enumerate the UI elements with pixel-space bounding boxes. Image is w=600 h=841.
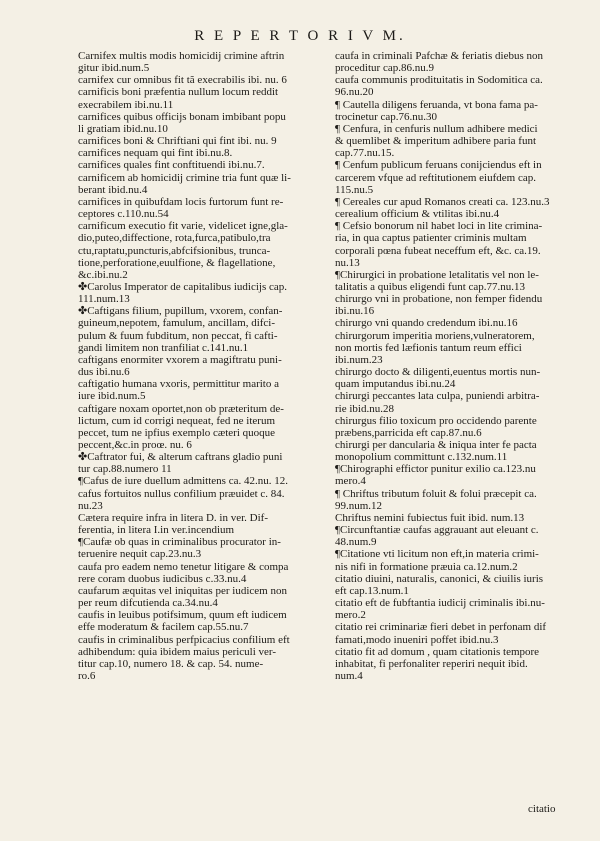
index-line: præbens,parricida eft cap.87.nu.6: [335, 426, 482, 439]
index-line: famati,modo inueniri poffet ibid.nu.3: [335, 633, 499, 646]
index-line: caufis in criminalibus perfpicacius confilium eft: [78, 633, 290, 646]
index-line: effe moderatum & facilem cap.55.nu.7: [78, 621, 249, 634]
left-column: [78, 50, 348, 682]
catchword: citatio: [528, 803, 556, 815]
index-line: chirurgo vni quando credendum ibi.nu.16: [335, 317, 518, 330]
index-line: execrabilem ibi.nu.11: [78, 98, 174, 111]
index-line: dio,puteo,diffectione, rota,furca,patibulo,tra: [78, 232, 271, 245]
index-line: caftigatio humana vxoris, permittitur marito a: [78, 378, 279, 391]
index-line: ¶ Cefsio bonorum nil habet loci in lite crimina-: [335, 220, 543, 233]
index-line: quam imputandus ibi.nu.24: [335, 378, 456, 391]
index-line: 96.nu.20: [335, 86, 374, 99]
index-line: pulum & fuum fubditum, non peccat, fi cafti-: [78, 329, 278, 342]
index-line: corporali pœna fubeat neceffum eft, &c. ca.19.: [335, 244, 541, 257]
index-line: gandi limitem non tranfiliat c.141.nu.1: [78, 341, 249, 354]
index-line: caufa communis prodituitatis in Sodomitica ca.: [335, 74, 543, 87]
index-line: 48.num.9: [335, 536, 377, 549]
index-line: Cætera require infra in litera D. in ver. Dif-: [78, 511, 268, 524]
index-line: lictum, cum id corrigi nequeat, fed ne iterum: [78, 414, 276, 427]
index-line: ibi.nu.16: [335, 305, 375, 318]
index-line: gitur ibid.num.5: [78, 62, 150, 75]
index-line: & quemlibet & imperitum adhibere paria funt: [335, 135, 536, 148]
index-line: titur cap.10, numero 18. & cap. 54. nume-: [78, 657, 264, 670]
index-line: ¶ Cautella diligens feruanda, vt bona fama pa-: [335, 98, 538, 111]
index-line: nis nifi in formatione præuia ca.12.num.2: [335, 560, 518, 573]
index-line: ria, in qua captus patienter criminis multam: [335, 232, 527, 245]
index-line: ¶Chirurgici in probatione letalitatis vel non le-: [335, 268, 539, 281]
index-line: proceditur cap.86.nu.9: [335, 62, 434, 75]
index-line: ✤Caftigans filium, pupillum, vxorem, confan-: [78, 305, 283, 318]
index-line: citatio rei criminariæ fieri debet in perfonam dif: [335, 621, 547, 634]
index-line: inhabitat, fi perfonaliter reperiri nequit ibid.: [335, 657, 528, 670]
index-line: nu.13: [335, 256, 360, 269]
index-line: carnifex cur omnibus fit tã execrabilis ibi. nu. 6: [78, 74, 287, 87]
index-line: ✤Carolus Imperator de capitalibus iudicijs cap.: [78, 280, 287, 293]
index-line: talitatis a quibus eligendi funt cap.77.nu.13: [335, 280, 526, 293]
index-line: trocinetur cap.76.nu.30: [335, 110, 438, 123]
index-line: carnifices quibus officijs bonam imbibant popu: [78, 110, 286, 123]
index-line: ¶Citatione vti licitum non eft,in materia crimi-: [335, 548, 539, 561]
index-line: caftigans enormiter vxorem a magiftratu puni-: [78, 353, 282, 366]
index-line: adhibendum: quia ibidem maius periculi ver-: [78, 645, 277, 658]
index-line: dus ibi.nu.6: [78, 366, 130, 379]
index-line: ¶Chirographi effictor punitur exilio ca.123.nu: [335, 463, 536, 476]
index-line: citatio eft de fubftantia iudicij criminalis ibi.nu-: [335, 597, 545, 610]
index-line: citatio diuini, naturalis, canonici, & ciuilis iuris: [335, 572, 544, 585]
index-line: carnificis boni præfentia nullum locum reddit: [78, 86, 279, 99]
index-line: peccet, tum ne ipfius exemplo cæteri quoque: [78, 426, 276, 439]
index-line: caufa in criminali Pafchæ & feriatis diebus non: [335, 50, 544, 62]
index-line: tione,perforatione,euulfione, & flagellatione,: [78, 256, 276, 269]
index-line: tur cap.88.numero 11: [78, 463, 172, 476]
index-line: chirurgi per dancularia & iniqua inter fe pacta: [335, 439, 537, 451]
index-line: num.4: [335, 669, 363, 682]
index-line: &c.ibi.nu.2: [78, 268, 128, 281]
index-line: ctu,raptatu,puncturis,abfcifsionibus, trunca-: [78, 244, 271, 257]
index-line: ¶Cafus de iure duellum admittens ca. 42.nu. 12.: [78, 475, 288, 488]
index-line: nu.23: [78, 499, 103, 512]
index-line: guineum,nepotem, famulum, ancillam, difci-: [78, 317, 276, 330]
index-line: Chriftus nemini fubiectus fuit ibid. num.13: [335, 511, 525, 524]
index-line: rie ibid.nu.28: [335, 402, 394, 415]
index-line: ceptores c.110.nu.54: [78, 208, 169, 221]
index-line: 99.num.12: [335, 499, 383, 512]
index-line: caftigare noxam oportet,non ob præteritum de-: [78, 402, 284, 415]
index-line: teruenire nequit cap.23.nu.3: [78, 548, 202, 561]
index-line: caufa pro eadem nemo tenetur litigare & compa: [78, 560, 289, 573]
index-line: carnifices in quibufdam locis furtorum funt re-: [78, 195, 284, 208]
index-line: carnifices nequam qui fint ibi.nu.8.: [78, 147, 233, 160]
index-line: ro.6: [78, 669, 96, 682]
index-line: berant ibid.nu.4: [78, 183, 148, 196]
index-line: cap.77.nu.15.: [335, 147, 395, 160]
index-line: carnificem ab homicidij crimine tria funt quæ li-: [78, 171, 291, 184]
index-line: ¶ Cenfura, in cenfuris nullum adhibere medici: [335, 122, 538, 135]
index-line: caufis in leuibus potifsimum, quum eft iudicem: [78, 609, 287, 622]
index-line: mero.2: [335, 609, 366, 622]
index-line: rere coram duobus iudicibus c.33.nu.4: [78, 572, 247, 585]
index-line: chirurgorum imperitia moriens,vulneratorem,: [335, 329, 535, 342]
index-line: carnificum executio fit varie, videlicet igne,gla-: [78, 220, 288, 233]
index-line: ¶Caufæ ob quas in criminalibus procurator in-: [78, 536, 281, 549]
index-line: chirurgi peccantes lata culpa, puniendi arbitra-: [335, 390, 540, 403]
index-line: chirurgus filio toxicum pro occidendo parente: [335, 414, 537, 427]
index-line: cafus fortuitos nullus confilium præuidet c. 84.: [78, 487, 285, 500]
index-line: chirurgo vni in probatione, non femper fidendu: [335, 293, 543, 306]
index-line: ¶Circunftantiæ caufas aggrauant aut eleuant c.: [335, 524, 539, 537]
index-line: iure ibid.num.5: [78, 390, 146, 403]
index-line: ferentia, in litera I.in ver.incendium: [78, 524, 235, 537]
index-line: eft cap.13.num.1: [335, 584, 409, 597]
index-line: ¶ Chriftus tributum foluit & folui præcepit ca.: [335, 487, 537, 500]
index-line: caufarum æquitas vel iniquitas per iudicem non: [78, 584, 287, 597]
index-line: carnifices quales fint conftituendi ibi.nu.7.: [78, 159, 265, 172]
index-line: ¶ Cenfum publicum feruans conijciendus eft in: [335, 159, 542, 172]
index-line: li gratiam ibid.nu.10: [78, 122, 168, 135]
index-line: ¶ Cereales cur apud Romanos creati ca. 123.nu.3: [335, 195, 550, 208]
index-line: cerealium officium & vtilitas ibi.nu.4: [335, 208, 500, 221]
index-line: ✤Caftrator fui, & alterum caftrans gladio puni: [78, 451, 283, 464]
index-line: mero.4: [335, 475, 366, 488]
running-head: R E P E R T O R I V M.: [194, 28, 406, 44]
index-line: Carnifex multis modis homicidij crimine aftrin: [78, 50, 285, 62]
index-line: 111.num.13: [78, 293, 130, 306]
index-line: ibi.num.23: [335, 353, 383, 366]
index-line: monopolium committunt c.132.num.11: [335, 451, 508, 464]
index-line: carcerem vfque ad reftitutionem eiufdem cap.: [335, 171, 536, 184]
right-column: [335, 50, 583, 682]
index-line: 115.nu.5: [335, 183, 374, 196]
index-line: per reum difcutienda ca.34.nu.4: [78, 597, 218, 610]
index-line: non mortis fed læfionis tantum reum effici: [335, 341, 522, 354]
index-line: peccent,&c.in proœ. nu. 6: [78, 439, 192, 451]
index-line: carnifices boni & Chriftiani qui fint ibi. nu. 9: [78, 135, 277, 148]
index-line: chirurgo docto & diligenti,euentus mortis nun-: [335, 366, 541, 379]
index-line: citatio fit ad domum , quam citationis tempore: [335, 645, 540, 658]
